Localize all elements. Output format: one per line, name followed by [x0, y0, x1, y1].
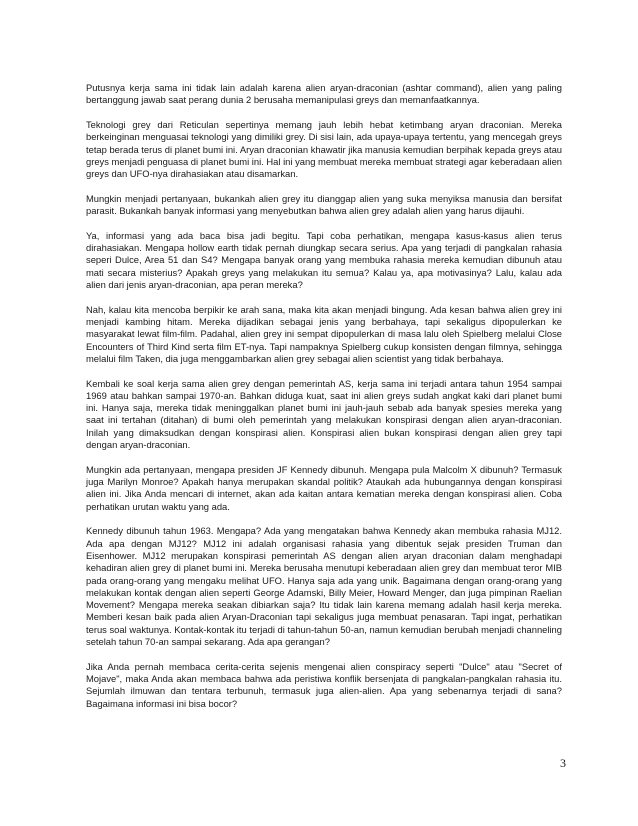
paragraph: Mungkin menjadi pertanyaan, bukankah alien grey itu dianggap alien yang suka menyiksa manusia dan bersifat parasit. Bukankah banyak informasi yang menyebutkan bahwa alien grey adalah alien yang harus dijauhi. — [86, 192, 562, 217]
page-number: 3 — [560, 756, 566, 770]
paragraph: Kembali ke soal kerja sama alien grey dengan pemerintah AS, kerja sama ini terjadi antara tahun 1954 sampai 1969 atau bahkan sampai 1970-an. Bahkan diduga kuat, saat ini alien greys sudah angkat kaki dari planet bumi ini. Hanya saja, mereka tidak meninggalkan planet bumi ini jauh-jauh sebab ada banyak spesies mereka yang saat ini tertahan (ditahan) di bumi oleh pemerintah yang melakukan konspirasi dengan alien aryan-draconian. Inilah yang dimaksudkan dengan konspirasi alien. Konspirasi alien bukan konspirasi dengan alien grey tapi dengan aryan-draconian. — [86, 377, 562, 451]
document-body — [86, 82, 562, 722]
paragraph: Kennedy dibunuh tahun 1963. Mengapa? Ada yang mengatakan bahwa Kennedy akan membuka rahasia MJ12. Ada apa dengan MJ12? MJ12 ini adalah organisasi rahasia yang dibentuk sejak presiden Truman dan Eisenhower. MJ12 merupakan konspirasi pemerintah AS dengan alien aryan draconian dalam menghadapi kehadiran alien grey di planet bumi ini. Mereka berusaha menutupi keberadaan alien grey dan membuat teror MIB pada orang-orang yang mengaku melihat UFO. Hanya saja ada yang unik. Bagaimana dengan orang-orang yang melakukan kontak dengan alien seperti George Adamski, Billy Meier, Howard Menger, dan juga pimpinan Raelian Movement? Mengapa mereka seakan dibiarkan saja? Itu tidak lain karena memang adalah hasil kerja mereka. Memberi kesan baik pada alien Aryan-Draconian tapi sekaligus juga membuat penasaran. Tapi ingat, perhatikan terus soal waktunya. Kontak-kontak itu terjadi di tahun-tahun 50-an, namun kemudian berubah menjadi channeling setelah tahun 70-an sampai sekarang. Ada apa gerangan? — [86, 525, 562, 648]
paragraph: Mungkin ada pertanyaan, mengapa presiden JF Kennedy dibunuh. Mengapa pula Malcolm X dibunuh? Termasuk juga Marilyn Monroe? Apakah hanya merupakan skandal politik? Ataukah ada hubungannya dengan konspirasi alien ini. Jika Anda mencari di internet, akan ada kaitan antara kematian mereka dengan konspirasi alien. Coba perhatikan urutan waktu yang ada. — [86, 463, 562, 512]
paragraph: Nah, kalau kita mencoba berpikir ke arah sana, maka kita akan menjadi bingung. Ada kesan bahwa alien grey ini menjadi kambing hitam. Mereka dijadikan sebagai jenis yang berbahaya, tapi sekaligus dipopulerkan ke masyarakat lewat film-film. Padahal, alien grey ini sempat dipopulerkan di masa lalu oleh Spielberg melalui Close Encounters of Third Kind serta film ET-nya. Tapi nampaknya Spielberg cukup konsisten dengan filmnya, sehingga melalui film Taken, dia juga menggambarkan alien grey sebagai alien scientist yang tidak berbahaya. — [86, 303, 562, 364]
paragraph: Putusnya kerja sama ini tidak lain adalah karena alien aryan-draconian (ashtar command), alien yang paling bertanggung jawab saat perang dunia 2 berusaha memanipulasi greys dan memanfaatkannya. — [86, 82, 562, 106]
paragraph: Ya, informasi yang ada baca bisa jadi begitu. Tapi coba perhatikan, mengapa kasus-kasus alien terus dirahasiakan. Mengapa hollow earth tidak pernah diungkap secara serius. Apa yang terjadi di pangkalan rahasia seperi Dulce, Area 51 dan S4? Mengapa banyak orang yang membuka rahasia mereka kemudian dibunuh atau mati secara misterius? Apakah greys yang melakukan itu semua? Kalau ya, apa motivasinya? Lalu, kalau ada alien dari jenis aryan-draconian, apa peran mereka? — [86, 229, 562, 291]
paragraph: Jika Anda pernah membaca cerita-cerita sejenis mengenai alien conspiracy seperti "Dulce" atau "Secret of Mojave", maka Anda akan membaca bahwa ada peristiwa konflik bersenjata di pangkalan-pangkalan rahasia itu. Sejumlah ilmuwan dan tentara terbunuh, termasuk juga alien-alien. Apa yang sebenarnya terjadi di sana? Bagaimana informasi ini bisa bocor? — [86, 660, 562, 709]
paragraph: Teknologi grey dari Reticulan sepertinya memang jauh lebih hebat ketimbang aryan draconian. Mereka berkeinginan menguasai teknologi yang dimiliki grey. Di sisi lain, ada upaya-upaya tertentu, yang mencegah greys tetap berada terus di planet bumi ini. Aryan draconian khawatir jika manusia kemudian berpihak kepada greys atau greys menjadi penguasa di planet bumi ini. Hal ini yang membuat mereka membuat strategi agar keberadaan alien greys dan UFO-nya dirahasiakan atau disamarkan. — [86, 118, 562, 180]
